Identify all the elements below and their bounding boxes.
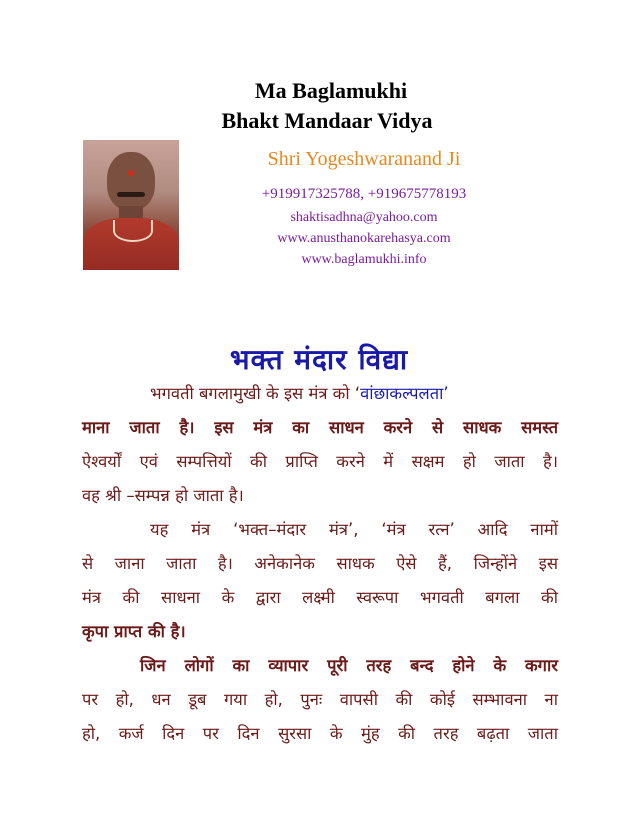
paragraph-line: माना जाता है। इस मंत्र का साधन करने से साधक समस्त — [82, 418, 558, 437]
email-address: shaktisadhna@yahoo.com — [290, 210, 438, 225]
author-name: Shri Yogeshwaranand Ji — [267, 148, 461, 170]
paragraph-line: वह श्री –सम्पन्न हो जाता है। — [82, 486, 244, 505]
document-subtitle: Bhakt Mandaar Vidya — [221, 108, 433, 133]
paragraph-line: हो, कर्ज दिन पर दिन सुरसा के मुंह की तरह बढ़ता जाता — [82, 724, 558, 743]
paragraph-line: जिन लोगों का व्यापार पूरी तरह बन्द होने के कगार — [140, 656, 558, 675]
paragraph-line: पर हो, धन डूब गया हो, पुनः वापसी की कोई सम्भावना ना — [82, 690, 558, 709]
paragraph-text: भगवती बगलामुखी के इस मंत्र को ‘ — [150, 384, 361, 403]
paragraph-line: मंत्र की साधना के द्वारा लक्ष्मी स्वरूपा भगवती बगला की — [82, 588, 558, 607]
website-link-2: www.baglamukhi.info — [301, 252, 427, 267]
phone-numbers: +919917325788, +919675778193 — [261, 186, 467, 202]
author-photo — [83, 140, 179, 270]
paragraph-line — [150, 384, 558, 404]
document-title: Ma Baglamukhi — [254, 78, 408, 103]
paragraph-line: कृपा प्राप्त की है। — [82, 622, 186, 641]
section-heading: भक्त मंदार विद्या — [229, 343, 409, 376]
paragraph-line: से जाना जाता है। अनेकानेक साधक ऐसे हैं, जिन्होंने इस — [82, 554, 558, 573]
website-link-1: www.anusthanokarehasya.com — [277, 231, 451, 246]
highlighted-term: वांछाकल्पलता’ — [360, 384, 449, 403]
paragraph-line: ऐश्वर्यों एवं सम्पत्तियों की प्राप्ति करने में सक्षम हो जाता है। — [82, 452, 558, 471]
paragraph-line: यह मंत्र ‘भक्त–मंदार मंत्र’, ‘मंत्र रत्न’ आदि नामों — [150, 520, 558, 539]
